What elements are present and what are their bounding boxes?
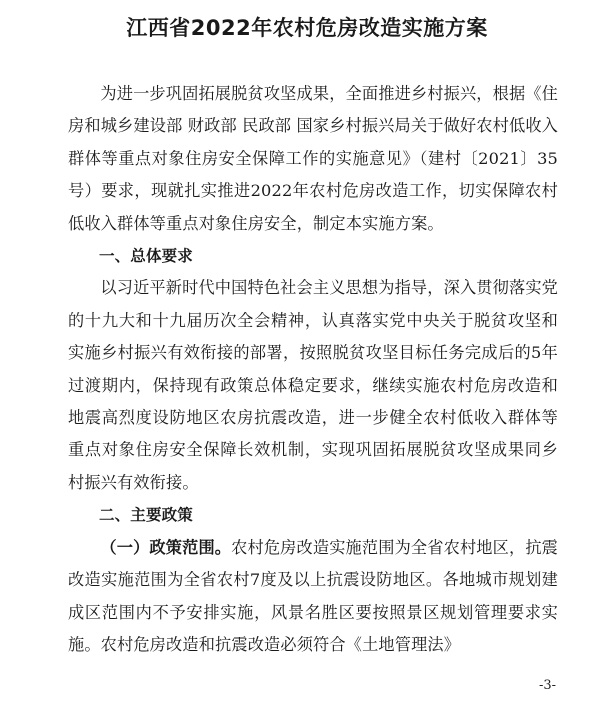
- policy-scope-text: 农村危房改造实施范围为全省农村地区，抗震改造实施范围为全省农村7度及以上抗震设防地区。各地城市规划建成区范围内不予安排实施，风景名胜区要按照景区规划管理要求实施。农村危房改造和抗震改造必须符合《土地管理法》: [68, 537, 558, 654]
- policy-scope-heading: （一）政策范围。: [100, 537, 232, 557]
- intro-paragraph: 为进一步巩固拓展脱贫攻坚成果，全面推进乡村振兴，根据《住房和城乡建设部 财政部 民政部 国家乡村振兴局关于做好农村低收入群体等重点对象住房安全保障工作的实施意见》（建村〔2021〕35号）要求，现就扎实推进2022年农村危房改造工作，切实保障农村低收入群体等重点对象住房安全，制定本实施方案。: [68, 84, 558, 233]
- general-requirements-paragraph: 以习近平新时代中国特色社会主义思想为指导，深入贯彻落实党的十九大和十九届历次全会精神，认真落实党中央关于脱贫攻坚和实施乡村振兴有效衔接的部署，按照脱贫攻坚目标任务完成后的5年过渡期内，保持现有政策总体稳定要求，继续实施农村危房改造和地震高烈度设防地区农房抗震改造，进一步健全农村低收入群体等重点对象住房安全保障长效机制，实现巩固拓展脱贫攻坚成果同乡村振兴有效衔接。: [68, 278, 558, 492]
- document-title: 江西省2022年农村危房改造实施方案: [126, 16, 488, 40]
- section-heading-general-requirements: 一、总体要求: [99, 247, 193, 266]
- document-body: [68, 78, 558, 661]
- page-number: -3-: [538, 678, 556, 693]
- policy-scope-paragraph: [68, 532, 558, 662]
- section-heading-main-policies: 二、主要政策: [99, 506, 193, 525]
